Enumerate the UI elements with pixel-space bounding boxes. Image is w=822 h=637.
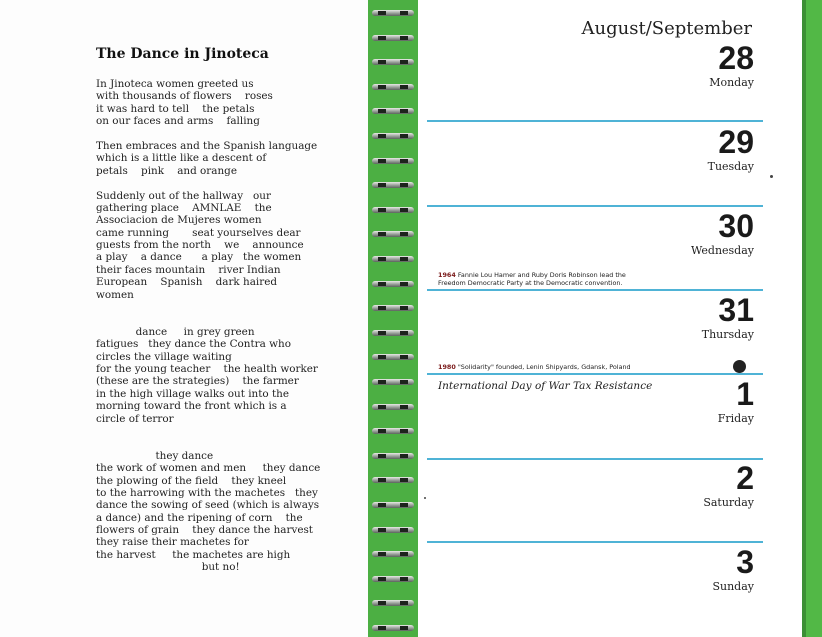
poem-line: In Jinoteca women greeted us [96,78,254,90]
binding-hole [378,577,386,581]
binding-hole [400,36,408,40]
poem-line: in the high village walks out into the [96,387,289,400]
binding-hole [378,528,386,532]
binding-coil [372,279,414,289]
poem-line [96,128,356,140]
binding-hole [400,208,408,212]
day-number: 3 [736,544,754,580]
note-year: 1980 [438,363,456,371]
history-note-1980 [438,364,631,372]
binding-coil [372,328,414,338]
binding-hole [378,380,386,384]
poem-line: a dance) and the ripening of corn the [96,511,303,524]
binding-hole [400,503,408,507]
binding-coil [372,426,414,436]
binding-hole [400,282,408,286]
poem-line: their faces mountain river Indian [96,263,281,276]
day-divider [427,205,763,207]
history-note-1964 [438,272,626,287]
day-divider [427,458,763,460]
poem-line: the plowing of the field they kneel [96,474,287,487]
binding-coil [372,574,414,584]
binding-coil [372,377,414,387]
day-weekday: Thursday [701,328,754,341]
binding-coil [372,205,414,215]
cover-edge [802,0,822,637]
binding-hole [378,601,386,605]
poem-line: guests from the north we announce [96,239,304,252]
binding-coil [372,57,414,67]
binding-hole [400,232,408,236]
day-divider [427,541,763,543]
binding-coil [372,180,414,190]
poem-line: women [96,288,134,301]
poem-line: Then embraces and the Spanish language [96,139,318,152]
note-year: 1964 [438,271,456,279]
binding-coil [372,549,414,559]
poem-line: Suddenly out of the hallway our [96,189,271,202]
binding-hole [400,552,408,556]
poem-line: fatigues they dance the Contra who [96,338,291,351]
binding-hole [378,183,386,187]
poem-line: they dance [96,449,214,462]
day-31 [702,294,754,341]
binding-hole [378,257,386,261]
poem-line: but no! [96,561,240,574]
binding-hole [400,380,408,384]
day-weekday: Friday [717,412,754,425]
poem-line: flowers of grain they dance the harvest [96,524,313,537]
binding-coil [372,131,414,141]
day-number: 31 [718,292,754,328]
poem-line: which is a little like a descent of [96,152,267,165]
poem-line: to the harrowing with the machetes they [96,486,318,499]
binding-hole [400,11,408,15]
binding-hole [400,577,408,581]
paper-speck [424,497,426,499]
spiral-binding [368,0,418,637]
day-number: 28 [718,40,754,76]
poem-title: The Dance in Jinoteca [96,46,269,62]
poem-line: the work of women and men they dance [96,462,321,475]
poem-line: it was hard to tell the petals [96,102,255,115]
binding-hole [400,109,408,113]
day-1 [718,378,754,425]
poem-line [96,301,356,313]
poem-line: dance in grey green [96,325,255,338]
binding-hole [378,503,386,507]
day-number: 30 [718,208,754,244]
binding-hole [400,331,408,335]
poem-line [96,313,356,325]
binding-coil [372,451,414,461]
binding-coil [372,229,414,239]
day-number: 2 [736,460,754,496]
day-weekday: Tuesday [707,160,754,173]
paper-speck [770,175,773,178]
month-heading: August/September [581,18,752,39]
binding-hole [378,306,386,310]
poem-line [96,425,356,437]
poem-line: for the young teacher the health worker [96,362,318,375]
binding-hole [378,208,386,212]
new-moon-icon [733,360,746,373]
binding-hole [378,36,386,40]
poem-line: came running seat yourselves dear [96,226,301,239]
binding-coil [372,352,414,362]
poem-body [96,78,356,574]
binding-hole [378,85,386,89]
binding-coil [372,33,414,43]
binding-hole [400,626,408,630]
day-number: 29 [718,124,754,160]
binding-hole [400,134,408,138]
day-29 [708,126,754,173]
binding-hole [378,478,386,482]
day-weekday: Saturday [703,496,754,509]
poem-line [96,437,356,449]
binding-coil [372,82,414,92]
binding-coil [372,598,414,608]
binding-hole [378,355,386,359]
binding-hole [378,454,386,458]
day-30 [691,210,754,257]
day-28 [709,42,754,89]
poem-line: they raise their machetes for [96,536,249,549]
day-divider [427,373,763,375]
binding-hole [400,85,408,89]
binding-hole [378,159,386,163]
binding-hole [378,331,386,335]
binding-hole [400,183,408,187]
binding-hole [378,282,386,286]
binding-hole [378,134,386,138]
binding-coil [372,500,414,510]
poem-line: circles the village waiting [96,350,232,363]
binding-hole [378,11,386,15]
day-3 [712,546,754,593]
poem-line: (these are the strategies) the farmer [96,375,299,388]
binding-coil [372,303,414,313]
binding-hole [400,355,408,359]
day-divider [427,120,763,122]
poem-line: dance the sowing of seed (which is always [96,499,320,512]
poem-line: on our faces and arms falling [96,115,260,128]
binding-hole [378,232,386,236]
day-weekday: Wednesday [690,244,754,257]
note-text: Fannie Lou Hamer and Ruby Doris Robinson lead the Freedom Democratic Party at the Democratic convention. [438,271,626,287]
binding-hole [400,429,408,433]
day-weekday: Sunday [712,580,754,593]
binding-hole [400,159,408,163]
poem-line: petals pink and orange [96,164,237,177]
binding-hole [400,405,408,409]
poem-line: morning toward the front which is a [96,400,287,413]
binding-coil [372,402,414,412]
binding-coil [372,623,414,633]
binding-coil [372,106,414,116]
binding-hole [378,60,386,64]
binding-hole [400,306,408,310]
day-2 [703,462,754,509]
binding-coil [372,525,414,535]
day-divider [427,289,763,291]
day-weekday: Monday [709,76,754,89]
poem-line: a play a dance a play the women [96,251,302,264]
binding-hole [400,601,408,605]
poem-line: with thousands of flowers roses [96,90,273,103]
binding-coil [372,156,414,166]
poem-line: gathering place AMNLAE the [96,201,272,214]
day-number: 1 [736,376,754,412]
binding-hole [378,552,386,556]
binding-hole [378,109,386,113]
poem-line: the harvest the machetes are high [96,548,291,561]
poem-line: Associacion de Mujeres women [96,214,262,227]
binding-hole [400,528,408,532]
poem-line: circle of terror [96,412,174,425]
binding-coil [372,475,414,485]
binding-coil [372,254,414,264]
poem-line: European Spanish dark haired [96,276,278,289]
binding-hole [378,626,386,630]
binding-coil [372,8,414,18]
note-text: "Solidarity" founded, Lenin Shipyards, Gdansk, Poland [457,363,631,371]
binding-hole [378,429,386,433]
binding-hole [400,257,408,261]
binding-hole [400,454,408,458]
binding-hole [400,60,408,64]
special-day-label: International Day of War Tax Resistance [438,380,653,392]
binding-hole [378,405,386,409]
binding-hole [400,478,408,482]
poem-line [96,177,356,189]
